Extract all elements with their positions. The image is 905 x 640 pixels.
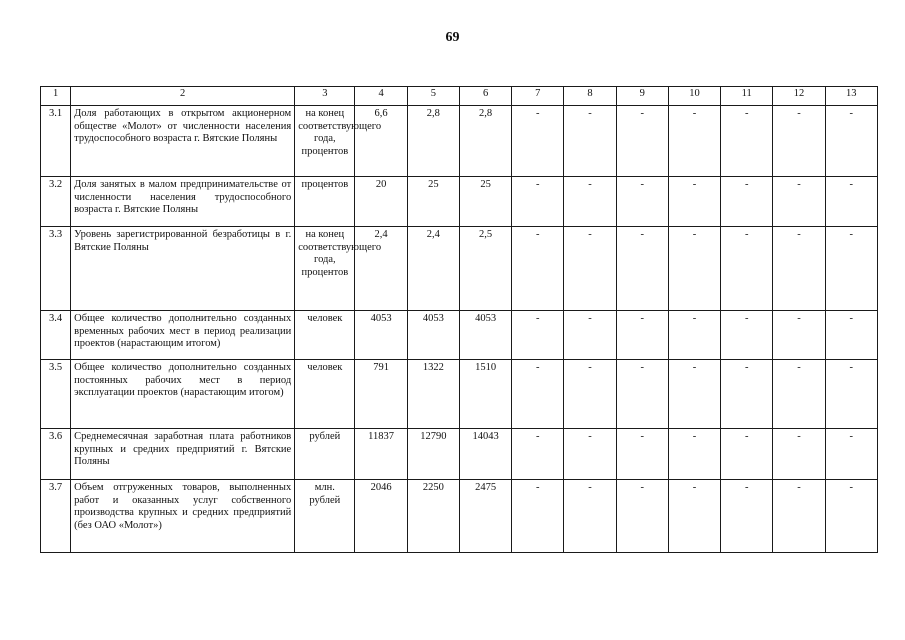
value-cell: 1510 xyxy=(459,360,511,429)
column-header: 8 xyxy=(564,87,616,106)
row-number: 3.5 xyxy=(41,360,71,429)
value-cell: - xyxy=(773,360,825,429)
value-cell: - xyxy=(616,106,668,177)
value-cell: - xyxy=(512,106,564,177)
page-number: 69 xyxy=(445,30,460,45)
value-cell: 20 xyxy=(355,177,407,227)
value-cell: - xyxy=(564,106,616,177)
value-cell: - xyxy=(564,311,616,360)
value-cell: - xyxy=(512,177,564,227)
column-header: 5 xyxy=(407,87,459,106)
value-cell: - xyxy=(564,360,616,429)
value-cell: - xyxy=(512,311,564,360)
indicators-table xyxy=(40,86,878,553)
column-header: 13 xyxy=(825,87,877,106)
value-cell: - xyxy=(825,311,877,360)
value-cell: 2,4 xyxy=(355,227,407,311)
column-header: 2 xyxy=(71,87,295,106)
value-cell: 791 xyxy=(355,360,407,429)
header-row xyxy=(41,87,878,106)
value-cell: 11837 xyxy=(355,429,407,480)
indicator-name: Общее количество дополнительно созданных постоянных рабочих мест в период эксплуатации проектов (нарастающим итогом) xyxy=(71,360,295,429)
value-cell: - xyxy=(616,429,668,480)
value-cell: - xyxy=(825,360,877,429)
value-cell: - xyxy=(773,429,825,480)
value-cell: - xyxy=(825,227,877,311)
unit-cell: на конец соответствующего года, процентов xyxy=(295,106,355,177)
value-cell: - xyxy=(564,177,616,227)
value-cell: 2475 xyxy=(459,480,511,553)
value-cell: - xyxy=(825,106,877,177)
value-cell: 12790 xyxy=(407,429,459,480)
indicator-name: Общее количество дополнительно созданных временных рабочих мест в период реализации проектов (нарастающим итогом) xyxy=(71,311,295,360)
row-number: 3.6 xyxy=(41,429,71,480)
column-header: 3 xyxy=(295,87,355,106)
value-cell: 4053 xyxy=(355,311,407,360)
value-cell: - xyxy=(668,360,720,429)
indicator-name: Среднемесячная заработная плата работников крупных и средних предприятий г. Вятские Поляны xyxy=(71,429,295,480)
value-cell: 25 xyxy=(459,177,511,227)
column-header: 1 xyxy=(41,87,71,106)
value-cell: 2,4 xyxy=(407,227,459,311)
table-row xyxy=(41,311,878,360)
unit-cell: на конец соответствующего года, процентов xyxy=(295,227,355,311)
value-cell: - xyxy=(773,227,825,311)
unit-cell: процентов xyxy=(295,177,355,227)
value-cell: - xyxy=(773,106,825,177)
value-cell: 14043 xyxy=(459,429,511,480)
value-cell: - xyxy=(564,227,616,311)
column-header: 9 xyxy=(616,87,668,106)
unit-cell: млн. рублей xyxy=(295,480,355,553)
value-cell: 2,8 xyxy=(459,106,511,177)
table-row xyxy=(41,106,878,177)
value-cell: - xyxy=(721,106,773,177)
column-header: 10 xyxy=(668,87,720,106)
indicator-name: Доля занятых в малом предпринимательстве от численности населения трудоспособного возраста г. Вятские Поляны xyxy=(71,177,295,227)
value-cell: - xyxy=(825,480,877,553)
value-cell: - xyxy=(721,360,773,429)
value-cell: - xyxy=(773,177,825,227)
value-cell: - xyxy=(668,311,720,360)
value-cell: - xyxy=(512,480,564,553)
value-cell: - xyxy=(564,480,616,553)
column-header: 7 xyxy=(512,87,564,106)
indicator-name: Уровень зарегистрированной безработицы в г. Вятские Поляны xyxy=(71,227,295,311)
indicator-name: Объем отгруженных товаров, выполненных работ и оказанных услуг собственного производства крупных и средних предприятий (без ОАО «Молот») xyxy=(71,480,295,553)
table-row xyxy=(41,177,878,227)
value-cell: - xyxy=(668,480,720,553)
value-cell: - xyxy=(825,429,877,480)
value-cell: 2250 xyxy=(407,480,459,553)
row-number: 3.1 xyxy=(41,106,71,177)
column-header: 11 xyxy=(721,87,773,106)
value-cell: - xyxy=(616,480,668,553)
value-cell: 2,5 xyxy=(459,227,511,311)
row-number: 3.4 xyxy=(41,311,71,360)
value-cell: 4053 xyxy=(407,311,459,360)
column-header: 4 xyxy=(355,87,407,106)
unit-cell: рублей xyxy=(295,429,355,480)
row-number: 3.7 xyxy=(41,480,71,553)
value-cell: - xyxy=(721,227,773,311)
row-number: 3.3 xyxy=(41,227,71,311)
value-cell: 2046 xyxy=(355,480,407,553)
value-cell: - xyxy=(512,429,564,480)
value-cell: - xyxy=(668,429,720,480)
value-cell: - xyxy=(512,227,564,311)
value-cell: 4053 xyxy=(459,311,511,360)
column-header: 12 xyxy=(773,87,825,106)
value-cell: - xyxy=(721,177,773,227)
table-row xyxy=(41,360,878,429)
unit-cell: человек xyxy=(295,360,355,429)
value-cell: - xyxy=(616,177,668,227)
table-row xyxy=(41,480,878,553)
value-cell: - xyxy=(668,227,720,311)
indicator-name: Доля работающих в открытом акционерном обществе «Молот» от численности населения трудоспособного возраста г. Вятские Поляны xyxy=(71,106,295,177)
value-cell: 25 xyxy=(407,177,459,227)
value-cell: - xyxy=(616,227,668,311)
value-cell: - xyxy=(616,360,668,429)
value-cell: - xyxy=(773,480,825,553)
value-cell: - xyxy=(616,311,668,360)
value-cell: - xyxy=(512,360,564,429)
value-cell: - xyxy=(825,177,877,227)
table-body xyxy=(41,106,878,553)
value-cell: 1322 xyxy=(407,360,459,429)
value-cell: - xyxy=(773,311,825,360)
table-row xyxy=(41,429,878,480)
value-cell: - xyxy=(668,106,720,177)
table-row xyxy=(41,227,878,311)
value-cell: 2,8 xyxy=(407,106,459,177)
unit-cell: человек xyxy=(295,311,355,360)
column-header: 6 xyxy=(459,87,511,106)
value-cell: - xyxy=(564,429,616,480)
value-cell: - xyxy=(668,177,720,227)
row-number: 3.2 xyxy=(41,177,71,227)
value-cell: - xyxy=(721,429,773,480)
value-cell: - xyxy=(721,480,773,553)
value-cell: - xyxy=(721,311,773,360)
value-cell: 6,6 xyxy=(355,106,407,177)
